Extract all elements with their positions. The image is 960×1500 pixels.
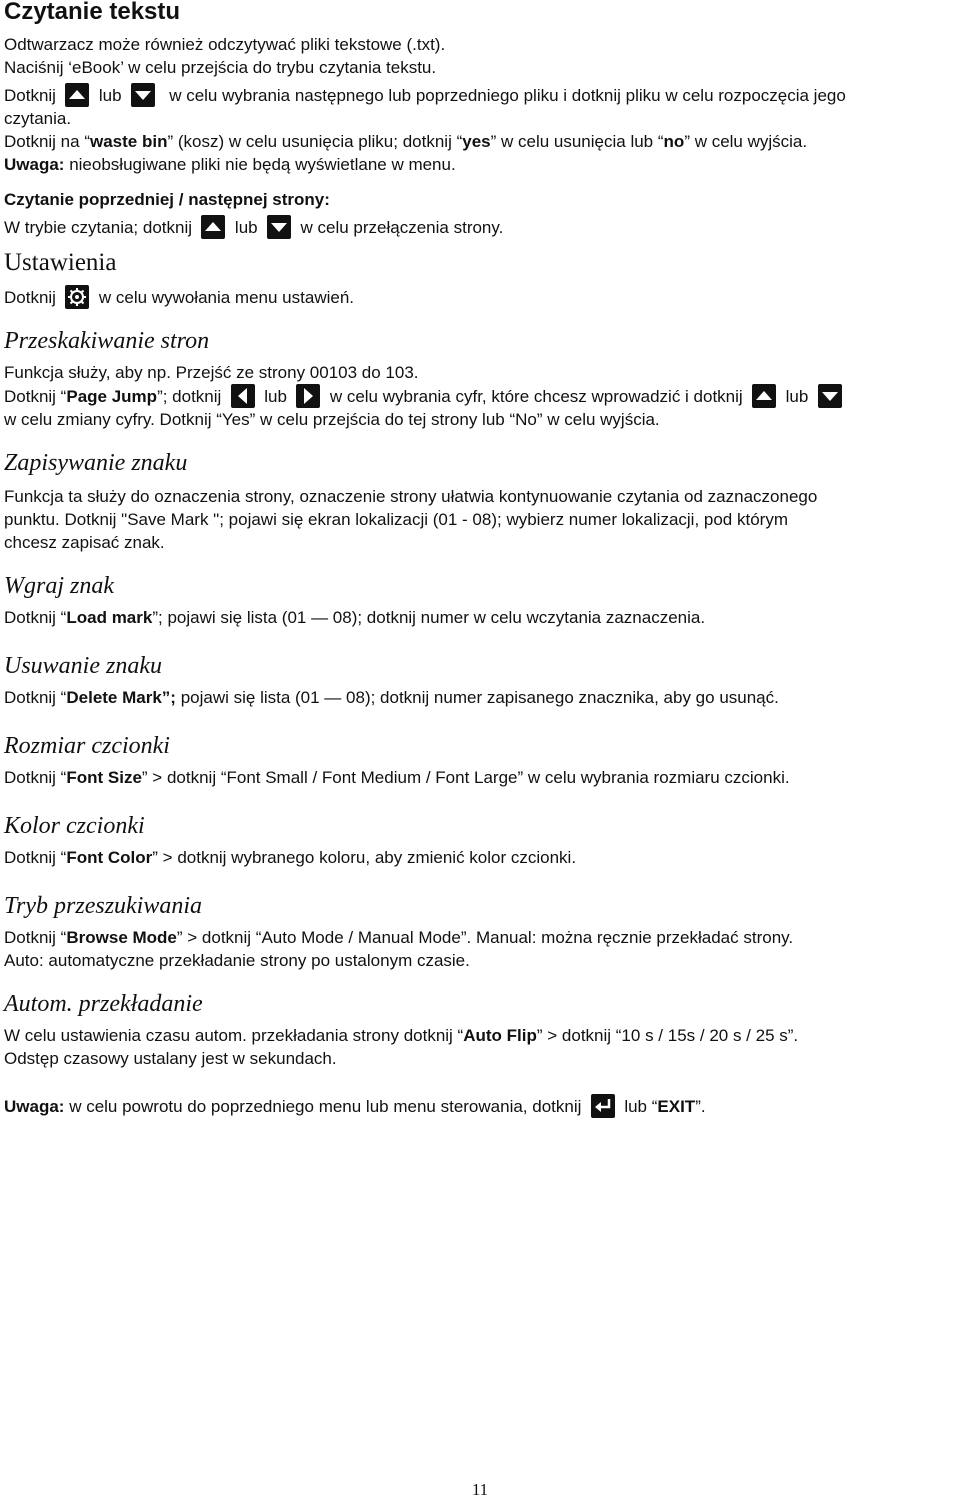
page-jump-line-1: Funkcja służy, aby np. Przejść ze strony 00103 do 103. xyxy=(4,363,419,382)
browse-mode-line-1: Dotknij “Browse Mode” > dotknij “Auto Mode / Manual Mode”. Manual: można ręcznie przekładać strony. xyxy=(4,928,794,947)
page-jump-heading: Przeskakiwanie stron xyxy=(4,328,210,354)
load-mark-text: Dotknij “Load mark”; pojawi się lista (01 — 08); dotknij numer w celu wczytania zaznaczenia. xyxy=(4,608,706,627)
intro-note: Uwaga: nieobsługiwane pliki nie będą wyświetlane w menu. xyxy=(4,155,456,174)
left-arrow-icon xyxy=(231,384,255,408)
font-size-heading: Rozmiar czcionki xyxy=(4,733,170,759)
intro-line-3: Dotknij lub w celu wybrania następnego lub poprzedniego pliku i dotknij pliku w celu rozpoczęcia jego xyxy=(4,83,956,107)
delete-mark-text: Dotknij “Delete Mark”; pojawi się lista (01 — 08); dotknij numer zapisanego znacznika, aby go usunąć. xyxy=(4,688,779,707)
right-arrow-icon xyxy=(296,384,320,408)
page-switch-title: Czytanie poprzedniej / następnej strony: xyxy=(4,190,330,209)
browse-mode-line-2: Auto: automatyczne przekładanie strony po ustalonym czasie. xyxy=(4,951,470,970)
load-mark-heading: Wgraj znak xyxy=(4,573,114,599)
exit-note: Uwaga: w celu powrotu do poprzedniego menu lub menu sterowania, dotknij lub “EXIT”. xyxy=(4,1094,956,1118)
save-mark-line-3: chcesz zapisać znak. xyxy=(4,533,165,552)
settings-icon xyxy=(65,285,89,309)
intro-line-4: czytania. xyxy=(4,109,72,128)
page-switch-text: W trybie czytania; dotknij lub w celu przełączenia strony. xyxy=(4,215,956,239)
intro-line-1: Odtwarzacz może również odczytywać pliki tekstowe (.txt). xyxy=(4,35,446,54)
up-arrow-icon xyxy=(65,83,89,107)
down-arrow-icon xyxy=(818,384,842,408)
down-arrow-icon xyxy=(267,215,291,239)
settings-heading: Ustawienia xyxy=(4,249,117,276)
page-title: Czytanie tekstu xyxy=(4,0,181,25)
page-number: 11 xyxy=(471,1480,489,1499)
up-arrow-icon xyxy=(752,384,776,408)
auto-flip-line-2: Odstęp czasowy ustalany jest w sekundach. xyxy=(4,1049,337,1068)
intro-line-2: Naciśnij ‘eBook’ w celu przejścia do trybu czytania tekstu. xyxy=(4,58,437,77)
page-jump-line-2: Dotknij “Page Jump”; dotknij lub w celu wybrania cyfr, które chcesz wprowadzić i dotknij lub xyxy=(4,384,956,408)
browse-mode-heading: Tryb przeszukiwania xyxy=(4,893,203,919)
up-arrow-icon xyxy=(201,215,225,239)
font-color-text: Dotknij “Font Color” > dotknij wybranego koloru, aby zmienić kolor czcionki. xyxy=(4,848,577,867)
auto-flip-line-1: W celu ustawienia czasu autom. przekładania strony dotknij “Auto Flip” > dotknij “10 s / 15s / 20 s / 25 s”. xyxy=(4,1026,799,1045)
delete-mark-heading: Usuwanie znaku xyxy=(4,653,162,679)
return-icon xyxy=(591,1094,615,1118)
document-page xyxy=(4,0,956,1118)
intro-line-5: Dotknij na “waste bin” (kosz) w celu usunięcia pliku; dotknij “yes” w celu usunięcia lub “no” w celu wyjścia. xyxy=(4,132,808,151)
auto-flip-heading: Autom. przekładanie xyxy=(4,991,203,1017)
settings-text: Dotknij w celu wywołania menu ustawień. xyxy=(4,285,956,309)
save-mark-line-2: punktu. Dotknij "Save Mark "; pojawi się ekran lokalizacji (01 - 08); wybierz numer lokalizacji, pod którym xyxy=(4,510,788,529)
page-jump-line-3: w celu zmiany cyfry. Dotknij “Yes” w celu przejścia do tej strony lub “No” w celu wyjścia. xyxy=(4,410,660,429)
down-arrow-icon xyxy=(131,83,155,107)
font-size-text: Dotknij “Font Size” > dotknij “Font Small / Font Medium / Font Large” w celu wybrania rozmiaru czcionki. xyxy=(4,768,790,787)
save-mark-heading: Zapisywanie znaku xyxy=(4,450,188,476)
save-mark-line-1: Funkcja ta służy do oznaczenia strony, oznaczenie strony ułatwia kontynuowanie czytania od zaznaczonego xyxy=(4,487,818,506)
font-color-heading: Kolor czcionki xyxy=(4,813,145,839)
